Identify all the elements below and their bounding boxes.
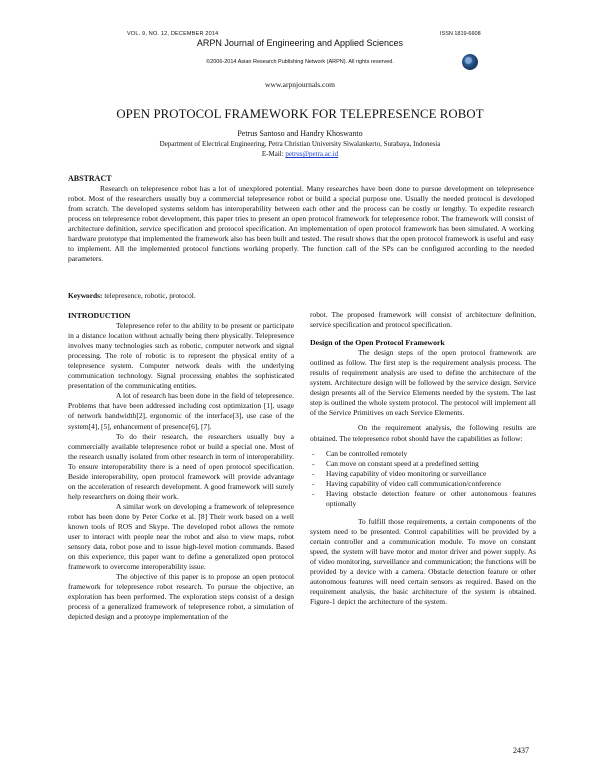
intro-paragraph: A similar work on developing a framework of telepresence robot has been done by Peter Corke et al. [8] Their work based on a well known tools of ROS and Skype. The developed robot allows the remote user to interact with people near the robot and also to view maps, robot sensory data, robot pose and to issue high-level motion commands. Based on this experience, this paper want to define a generalized open protocol framework to overcome interoperability issue. <box>68 501 294 572</box>
authors: Petrus Santoso and Handry Khoswanto <box>237 129 363 138</box>
list-item-text: Can move on constant speed at a predefined setting <box>326 458 479 468</box>
closing-paragraph: To fulfill those requirements, a certain components of the system need to be presented. Control capabilities will be provided by a certain controller and a communication module. To move on constant speed, the system will have motor and motor driver and power supply. As of video monitoring, surveillance and communication; the functions will be provided by a device with a camera. Obstacle detection feature or other autonomous features will need certain sensors as required. Based on the requirement analysis, the basic architecture of the system is obtained. Figure-1 depict the architecture of the system. <box>310 516 536 607</box>
list-item: - Can be controlled remotely <box>312 448 408 458</box>
right-column <box>310 310 536 607</box>
keywords <box>68 291 196 300</box>
header-issn: ISSN 1819-6608 <box>440 31 481 37</box>
introduction-heading: INTRODUCTION <box>68 311 131 320</box>
intro-paragraph: The objective of this paper is to propose an open protocol framework for telepresence robot research. To pursue the objective, an exploration has been performed. The exploration steps consist of a design process of a generalized framework of telepresence robot, a simulation of depicted design and a protoype implementation of the <box>68 572 294 622</box>
email-line <box>0 150 600 158</box>
continuation-paragraph: robot. The proposed framework will consist of architecture definition, service specification and protocol specification. <box>310 310 536 330</box>
list-item: - Having obstacle detection feature or other autonomous features optionally <box>312 488 536 508</box>
affiliation: Department of Electrical Engineering, Petra Christian University Siwalankerto, Surabaya, Indonesia <box>159 140 441 148</box>
capabilities-list <box>310 449 536 509</box>
design-heading: Design of the Open Protocol Framework <box>310 338 445 348</box>
arpn-logo-icon <box>462 54 478 70</box>
design-paragraph: On the requirement analysis, the following results are obtained. The telepresence robot should have the capabilities as follow: <box>310 423 536 443</box>
abstract-heading: ABSTRACT <box>68 174 112 183</box>
intro-paragraph: To do their research, the researchers usually buy a commercially available telepresence robot or build a special one. Most of the research usually isolated from other research in term of interoperability. To ensure interoperability there is a need of open protocol specification. Beside interoperability, open protocol framework will provide advantage on the acceleration of research development. A good framework will surely help researchers on doing their work. <box>68 431 294 501</box>
copyright-notice: ©2006-2014 Asian Research Publishing Network (ARPN). All rights reserved. <box>206 59 394 65</box>
email-label: E-Mail: <box>261 150 286 158</box>
list-item: - Having capability of video call communication/conference <box>312 478 501 488</box>
keywords-label: Keywords: <box>68 291 103 300</box>
journal-title: ARPN Journal of Engineering and Applied Sciences <box>196 38 404 48</box>
intro-paragraph: Telepresence refer to the ability to be present or participate in a distance location without actually being there physically. Telepresence involves many technologies such as robotic, computer network and signal processing. The role of robotic is to represent the physical entity of a telepresence system. Computer network deals with the underlying communication technology. Signal processing enables the sophisticated presentation of the communicating entities. <box>68 321 294 391</box>
list-item-text: Having obstacle detection feature or other autonomous features optionally <box>326 488 536 508</box>
list-item: - Having capability of video monitoring or surveillance <box>312 468 487 478</box>
email-link[interactable]: petrus@petra.ac.id <box>285 150 339 158</box>
list-item-text: Having capability of video call communication/conference <box>326 478 501 488</box>
left-column <box>68 311 294 622</box>
list-item-text: Having capability of video monitoring or surveillance <box>326 468 487 478</box>
page-number: 2437 <box>513 746 529 755</box>
design-paragraph: The design steps of the open protocol framework are outlined as follow. The first step is the requirement analysis process. The results of requirement analysis are used to define the architecture of the system. Architecture design will be followed by the service design. Service design presents all of the Service Elements needed by the system. The last step is outlined the whole system protocol. The protocol will implement all of the Service Primitives on each Service Elements. <box>310 348 536 418</box>
website-link[interactable]: www.arpnjournals.com <box>265 80 335 89</box>
list-item: - Can move on constant speed at a predefined setting <box>312 458 479 468</box>
list-item-text: Can be controlled remotely <box>326 448 408 458</box>
keywords-text: telepresence, robotic, protocol. <box>102 291 196 300</box>
abstract-text: Research on telepresence robot has a lot of unexplored potential. Many researches have been done to pursue development on telepresence robot. Most of the researchers usually buy a commercial telepresence robot or build a special purpose one. Usually the needed protocol is developed from scratch. The developed systems seldom has interoperability between each other and the process can be costly or lengthy. To expedite research process on telepresence robot development, this paper tries to present an open protocol framework for telepresence robot. The framework will consist of architecture definition, service specification and protocol specification. An implementation of open protocol framework has been simulated. A working hardware prototype that implemented the framework also has been built and tested. The result shows that the open protocol framework is useful and easy to implement. All the implemented protocol functions working properly. The function call of the SPs can be configured according to the needed parameters. <box>68 184 534 264</box>
intro-paragraph: A lot of research has been done in the field of telepresence. Problems that have been addressed including cost optimization [1], usage of network bandwidth[2], ergonomic of the interface[3], use case of the system[4], [5], enhancement of presence[6], [7]. <box>68 391 294 431</box>
paper-title: OPEN PROTOCOL FRAMEWORK FOR TELEPRESENCE ROBOT <box>116 107 484 121</box>
header-volume: VOL. 9, NO. 12, DECEMBER 2014 <box>127 31 219 37</box>
